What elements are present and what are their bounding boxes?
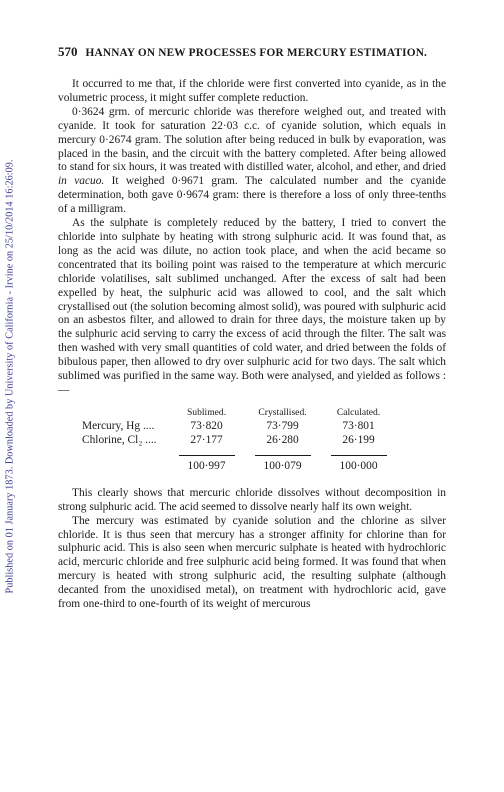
totals-row [78, 447, 397, 473]
cell-chlorine-calculated: 26·199 [342, 433, 375, 446]
paragraph-5: The mercury was estimated by cyanide solution and the chlorine as silver chloride. It is thus seen that mercury has a stronger affinity for chlorine than for sulphuric acid. This is also seen when mercuric sulphate is heated with hydrochloric acid, mercuric chloride and free sulphuric acid being formed. It was found that when mercury is heated with strong sulphuric acid, the resulting sulphate (although decanted from the unoxidised metal), on treatment with hydrochloric acid, gave from one-third to one-fourth of its weight of mercurous [58, 514, 446, 611]
total-calculated [321, 447, 397, 473]
row-label-mercury: Mercury, Hg .... [82, 419, 155, 432]
analysis-table [58, 407, 446, 473]
paragraph-2 [58, 106, 446, 217]
table-row [78, 419, 397, 433]
page-body [58, 44, 446, 612]
running-header [58, 44, 446, 60]
running-title: HANNAY ON NEW PROCESSES FOR MERCURY ESTIMATION. [85, 47, 428, 59]
cell-chlorine-sublimed: 27·177 [190, 433, 223, 446]
total-crystallised-value: 100·079 [255, 455, 311, 473]
cell-mercury-sublimed: 73·820 [190, 419, 223, 432]
column-header-crystallised: Crystallised. [258, 406, 307, 418]
analysis-grid [78, 407, 397, 473]
cell-chlorine-crystallised: 26·280 [266, 433, 299, 446]
download-watermark [2, 20, 18, 732]
page-number: 570 [58, 44, 78, 59]
cell-mercury-calculated: 73·801 [342, 419, 375, 432]
paragraph-4: This clearly shows that mercuric chloride dissolves without decomposition in strong sulphuric acid. The acid seemed to dissolve nearly half its own weight. [58, 486, 446, 513]
analysis-header-row [78, 407, 397, 419]
paragraph-2-text-a: 0·3624 grm. of mercuric chloride was therefore weighed out, and treated with cyanide. It took for saturation 22·03 c.c. of cyanide solution, which equals in mercury 0·2674 gram. The solution after being reduced in bulk by evaporation, was placed in the basin, and the circuit with the battery completed. After being allowed to stand for six hours, it was treated with distilled water, alcohol, and ether, and dried [58, 105, 446, 174]
total-crystallised [245, 447, 321, 473]
row-label-chlorine: Chlorine, Cl₂ .... [82, 433, 157, 446]
total-calculated-value: 100·000 [331, 455, 387, 473]
column-header-sublimed: Sublimed. [186, 406, 227, 418]
totals-label [78, 447, 169, 473]
analysis-corner [78, 407, 169, 419]
cell-mercury-crystallised: 73·799 [266, 419, 299, 432]
column-header-calculated: Calculated. [336, 406, 381, 418]
table-row [78, 433, 397, 447]
total-sublimed [169, 447, 245, 473]
watermark-text: Published on 01 January 1873. Downloaded by University of California - Irvine on 25/10/2014 16:26:09. [4, 159, 16, 593]
paragraph-3: As the sulphate is completely reduced by the battery, I tried to convert the chloride into sulphate by heating with strong sulphuric acid. It was found that, as long as the acid was dilute, no action took place, and when the acid became so concentrated that its boiling point was raised to the temperature at which mercuric chloride volatilises, salt sublimed unchanged. After the excess of salt had been expelled by heat, the sulphuric acid was allowed to cool, and the salt which crystallised out (the solution becoming almost solid), was poured with sulphuric acid on an asbestos filter, and allowed to drain for three days, the moisture taken up by the sulphuric acid serving to carry the excess of acid through the filter. The salt was then washed with very small quantities of cold water, and dried between the folds of bibulous paper, then allowed to dry over sulphuric acid for two days. The salt which sublimed was purified in the same way. Both were analysed, and yielded as follows :— [58, 217, 446, 396]
paragraph-2-italic: in vacuo. [58, 175, 105, 188]
paragraph-2-text-b: It weighed 0·9671 gram. The calculated number and the cyanide determination, both gave 0·9674 gram: there is therefore a loss of only three-tenths of a milligram. [58, 175, 446, 216]
total-sublimed-value: 100·997 [179, 455, 235, 473]
paragraph-1: It occurred to me that, if the chloride were first converted into cyanide, as in the volumetric process, it might suffer complete reduction. [58, 78, 446, 104]
